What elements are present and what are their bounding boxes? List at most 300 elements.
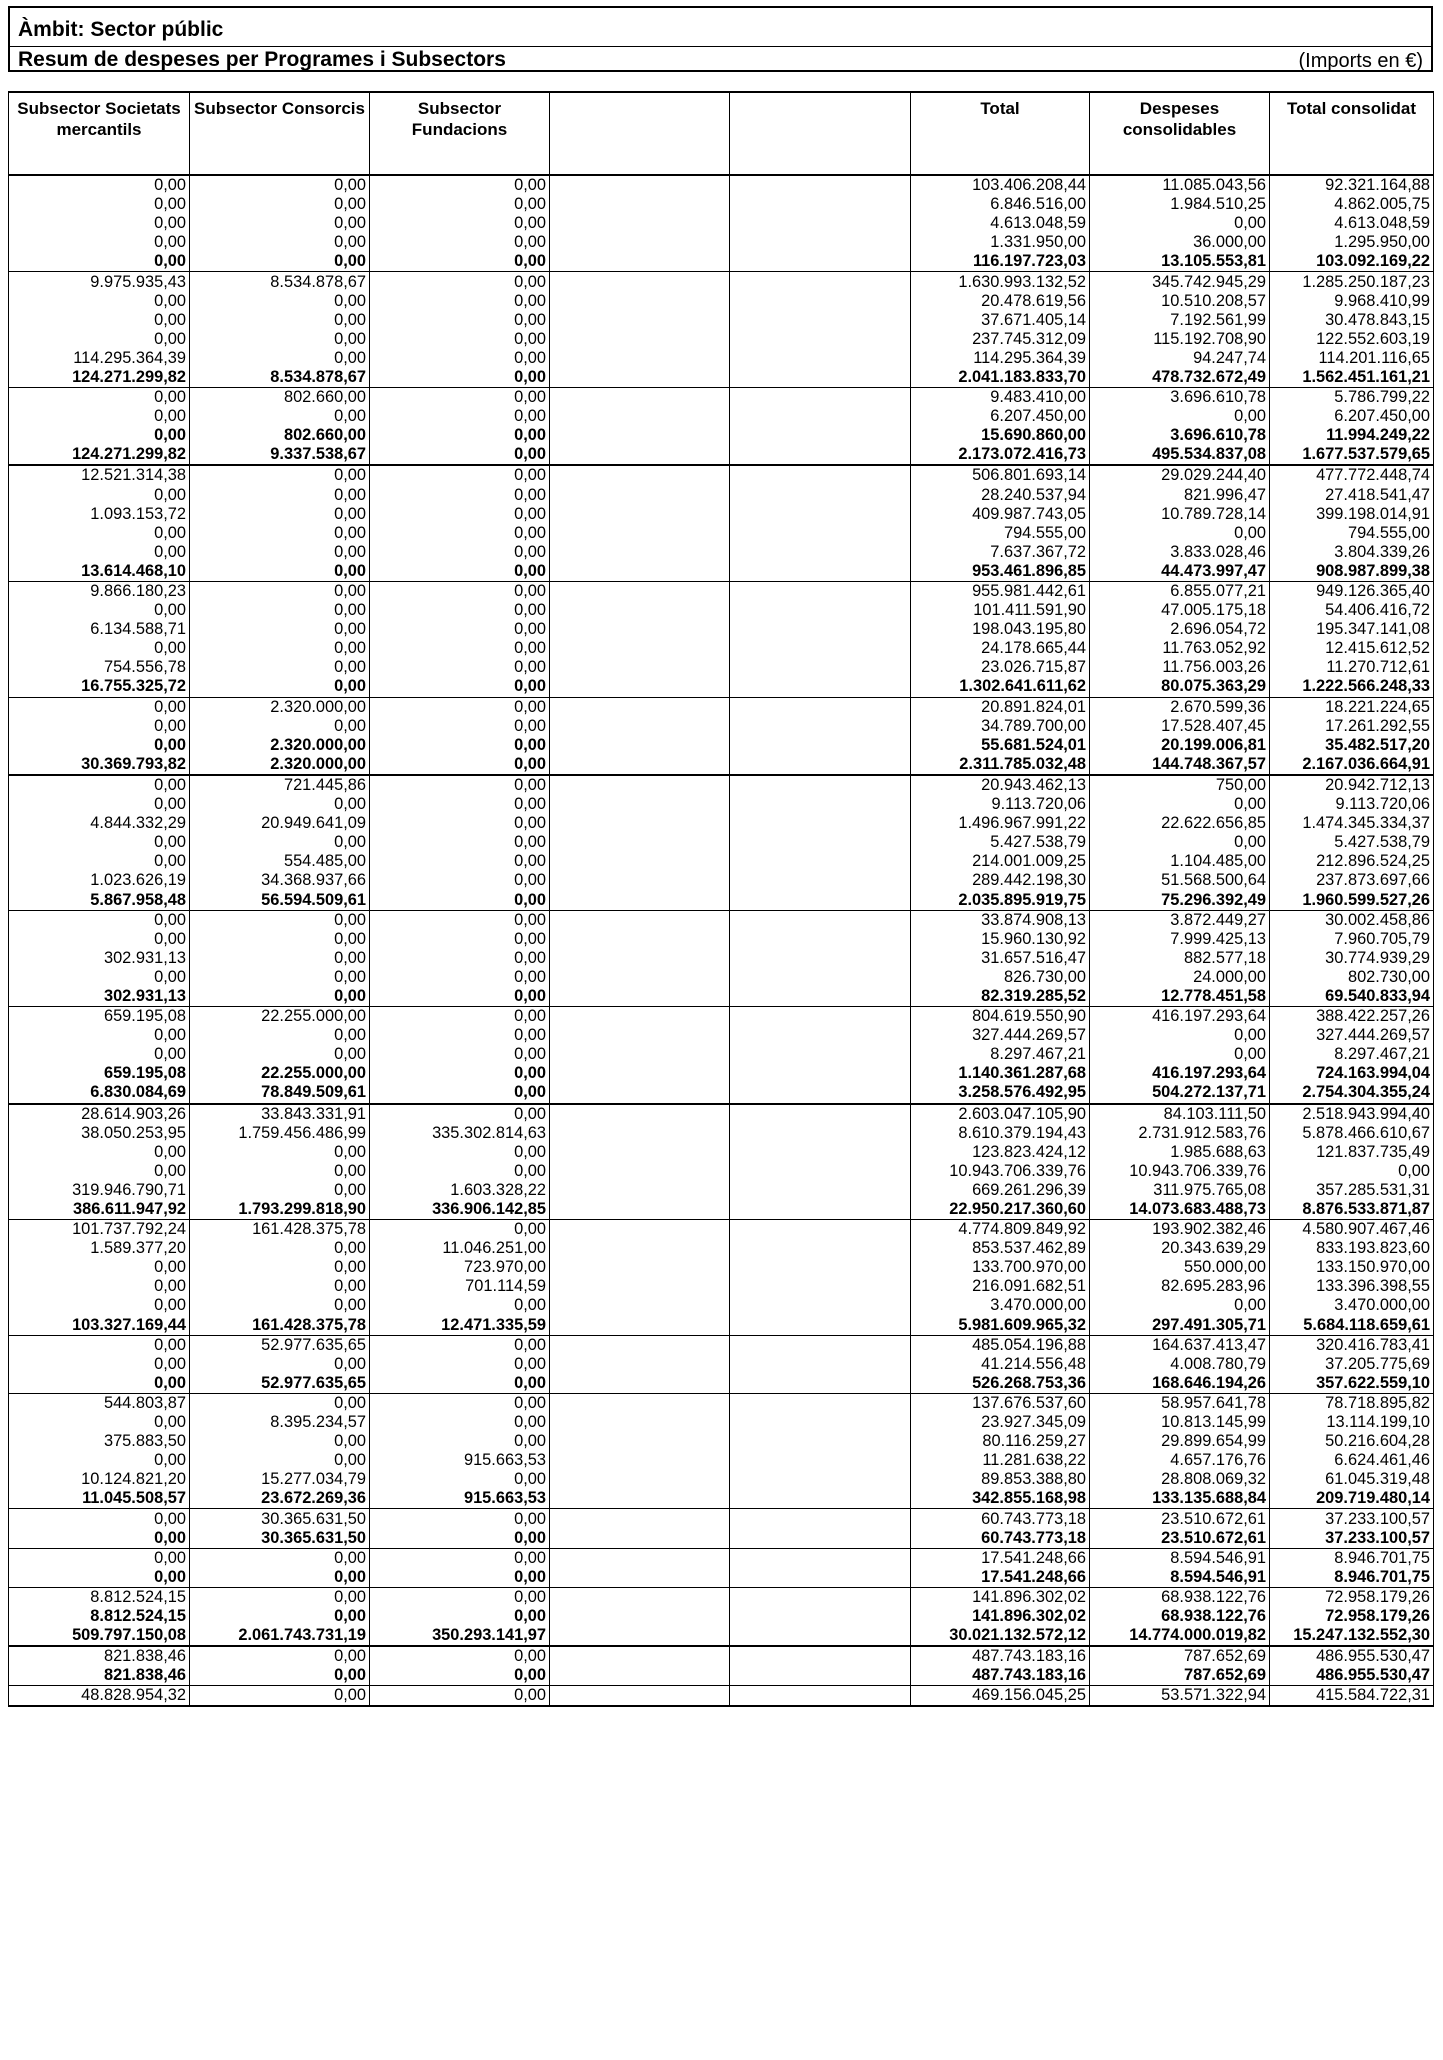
cell-blank-2 [730, 1239, 911, 1258]
cell-total-consolidat: 5.786.799,22 [1270, 388, 1434, 408]
cell-blank-1 [550, 349, 730, 368]
cell-societats: 1.093.153,72 [9, 505, 190, 524]
cell-blank-1 [550, 775, 730, 795]
cell-total: 8.610.379.194,43 [911, 1124, 1090, 1143]
cell-fundacions: 0,00 [370, 426, 550, 445]
cell-societats: 0,00 [9, 1568, 190, 1588]
cell-societats: 124.271.299,82 [9, 368, 190, 388]
cell-fundacions: 0,00 [370, 272, 550, 292]
cell-societats: 38.050.253,95 [9, 1124, 190, 1143]
cell-societats: 8.812.524,15 [9, 1607, 190, 1626]
cell-despeses-consolidables: 53.571.322,94 [1090, 1686, 1270, 1707]
cell-total-consolidat: 486.955.530,47 [1270, 1646, 1434, 1666]
cell-blank-2 [730, 1646, 911, 1666]
cell-fundacions: 0,00 [370, 1083, 550, 1103]
cell-blank-1 [550, 175, 730, 195]
cell-blank-2 [730, 486, 911, 505]
cell-societats: 0,00 [9, 852, 190, 871]
cell-total-consolidat: 388.422.257,26 [1270, 1007, 1434, 1027]
table-row [9, 1143, 1434, 1162]
cell-blank-2 [730, 292, 911, 311]
cell-fundacions: 0,00 [370, 1296, 550, 1315]
table-row [9, 775, 1434, 795]
cell-societats: 0,00 [9, 910, 190, 930]
cell-total: 485.054.196,88 [911, 1335, 1090, 1355]
col-header-despeses-consolidables: Despeses consolidables [1090, 92, 1270, 175]
cell-total: 20.943.462,13 [911, 775, 1090, 795]
cell-fundacions: 350.293.141,97 [370, 1626, 550, 1646]
cell-societats: 0,00 [9, 601, 190, 620]
cell-fundacions: 0,00 [370, 1607, 550, 1626]
table-row [9, 1258, 1434, 1277]
cell-blank-1 [550, 1607, 730, 1626]
cell-blank-2 [730, 1083, 911, 1103]
cell-fundacions: 0,00 [370, 1104, 550, 1124]
cell-despeses-consolidables: 7.192.561,99 [1090, 311, 1270, 330]
cell-total-consolidat: 794.555,00 [1270, 524, 1434, 543]
cell-blank-1 [550, 1239, 730, 1258]
cell-fundacions: 0,00 [370, 910, 550, 930]
cell-total: 33.874.908,13 [911, 910, 1090, 930]
cell-blank-2 [730, 1296, 911, 1315]
cell-blank-2 [730, 1007, 911, 1027]
cell-blank-1 [550, 697, 730, 717]
table-row [9, 852, 1434, 871]
cell-fundacions: 0,00 [370, 1007, 550, 1027]
cell-total: 289.442.198,30 [911, 871, 1090, 890]
cell-total-consolidat: 27.418.541,47 [1270, 486, 1434, 505]
cell-consorcis: 802.660,00 [190, 388, 370, 408]
cell-blank-1 [550, 1666, 730, 1686]
cell-consorcis: 0,00 [190, 1162, 370, 1181]
cell-despeses-consolidables: 75.296.392,49 [1090, 890, 1270, 910]
cell-despeses-consolidables: 51.568.500,64 [1090, 871, 1270, 890]
cell-societats: 6.830.084,69 [9, 1083, 190, 1103]
cell-total-consolidat: 72.958.179,26 [1270, 1607, 1434, 1626]
cell-societats: 0,00 [9, 214, 190, 233]
cell-total: 80.116.259,27 [911, 1432, 1090, 1451]
cell-fundacions: 0,00 [370, 697, 550, 717]
cell-consorcis: 0,00 [190, 949, 370, 968]
cell-blank-1 [550, 1686, 730, 1707]
cell-societats: 0,00 [9, 968, 190, 987]
subtotal-row [9, 252, 1434, 272]
cell-consorcis: 554.485,00 [190, 852, 370, 871]
cell-total: 37.671.405,14 [911, 311, 1090, 330]
cell-blank-2 [730, 330, 911, 349]
cell-total-consolidat: 114.201.116,65 [1270, 349, 1434, 368]
cell-societats: 0,00 [9, 1026, 190, 1045]
cell-blank-2 [730, 1124, 911, 1143]
cell-blank-2 [730, 543, 911, 562]
cell-total: 4.774.809.849,92 [911, 1220, 1090, 1240]
cell-blank-1 [550, 795, 730, 814]
cell-blank-2 [730, 1607, 911, 1626]
cell-blank-1 [550, 1529, 730, 1549]
cell-societats: 0,00 [9, 1529, 190, 1549]
table-row [9, 658, 1434, 677]
cell-fundacions: 0,00 [370, 1143, 550, 1162]
cell-total-consolidat: 3.804.339,26 [1270, 543, 1434, 562]
cell-total-consolidat: 8.297.467,21 [1270, 1045, 1434, 1064]
cell-blank-1 [550, 1162, 730, 1181]
cell-societats: 0,00 [9, 697, 190, 717]
table-row [9, 601, 1434, 620]
cell-total-consolidat: 20.942.712,13 [1270, 775, 1434, 795]
table-row [9, 407, 1434, 426]
cell-blank-2 [730, 1143, 911, 1162]
cell-societats: 0,00 [9, 1374, 190, 1394]
cell-blank-2 [730, 736, 911, 755]
cell-fundacions: 0,00 [370, 1470, 550, 1489]
cell-blank-2 [730, 930, 911, 949]
cell-blank-2 [730, 1451, 911, 1470]
cell-fundacions: 0,00 [370, 890, 550, 910]
cell-despeses-consolidables: 133.135.688,84 [1090, 1489, 1270, 1509]
cell-despeses-consolidables: 821.996,47 [1090, 486, 1270, 505]
cell-total: 23.026.715,87 [911, 658, 1090, 677]
cell-despeses-consolidables: 311.975.765,08 [1090, 1181, 1270, 1200]
cell-consorcis: 0,00 [190, 1181, 370, 1200]
cell-blank-1 [550, 486, 730, 505]
cell-blank-2 [730, 1200, 911, 1220]
cell-despeses-consolidables: 0,00 [1090, 833, 1270, 852]
cell-despeses-consolidables: 22.622.656,85 [1090, 814, 1270, 833]
cell-total: 1.331.950,00 [911, 233, 1090, 252]
cell-consorcis: 0,00 [190, 620, 370, 639]
units-label: (Imports en €) [1298, 50, 1423, 72]
table-row [9, 1686, 1434, 1707]
cell-despeses-consolidables: 2.731.912.583,76 [1090, 1124, 1270, 1143]
cell-consorcis: 0,00 [190, 1607, 370, 1626]
cell-consorcis: 0,00 [190, 910, 370, 930]
cell-blank-2 [730, 349, 911, 368]
cell-blank-2 [730, 1335, 911, 1355]
cell-despeses-consolidables: 0,00 [1090, 795, 1270, 814]
cell-blank-1 [550, 1587, 730, 1607]
cell-despeses-consolidables: 11.085.043,56 [1090, 175, 1270, 195]
cell-blank-2 [730, 1686, 911, 1707]
cell-blank-1 [550, 1026, 730, 1045]
cell-societats: 5.867.958,48 [9, 890, 190, 910]
cell-blank-1 [550, 292, 730, 311]
cell-consorcis: 0,00 [190, 543, 370, 562]
table-row [9, 1007, 1434, 1027]
cell-total: 41.214.556,48 [911, 1355, 1090, 1374]
table-row [9, 292, 1434, 311]
cell-despeses-consolidables: 44.473.997,47 [1090, 562, 1270, 582]
cell-blank-2 [730, 639, 911, 658]
cell-despeses-consolidables: 416.197.293,64 [1090, 1007, 1270, 1027]
cell-blank-1 [550, 581, 730, 601]
cell-societats: 0,00 [9, 736, 190, 755]
cell-despeses-consolidables: 882.577,18 [1090, 949, 1270, 968]
cell-total-consolidat: 9.968.410,99 [1270, 292, 1434, 311]
cell-societats: 0,00 [9, 930, 190, 949]
cell-despeses-consolidables: 193.902.382,46 [1090, 1220, 1270, 1240]
cell-blank-1 [550, 1104, 730, 1124]
col-header-blank-2 [730, 92, 911, 175]
cell-total-consolidat: 5.684.118.659,61 [1270, 1316, 1434, 1336]
cell-total: 506.801.693,14 [911, 465, 1090, 485]
table-row [9, 968, 1434, 987]
cell-total: 487.743.183,16 [911, 1646, 1090, 1666]
cell-consorcis: 30.365.631,50 [190, 1529, 370, 1549]
table-row [9, 388, 1434, 408]
cell-societats: 0,00 [9, 524, 190, 543]
cell-consorcis: 0,00 [190, 292, 370, 311]
cell-consorcis: 0,00 [190, 214, 370, 233]
cell-consorcis: 0,00 [190, 1143, 370, 1162]
cell-total-consolidat: 5.427.538,79 [1270, 833, 1434, 852]
cell-fundacions: 0,00 [370, 639, 550, 658]
cell-blank-2 [730, 1432, 911, 1451]
cell-total: 137.676.537,60 [911, 1393, 1090, 1413]
table-row [9, 1296, 1434, 1315]
cell-total-consolidat: 13.114.199,10 [1270, 1413, 1434, 1432]
cell-blank-2 [730, 1355, 911, 1374]
cell-consorcis: 0,00 [190, 1239, 370, 1258]
cell-societats: 12.521.314,38 [9, 465, 190, 485]
table-row [9, 1355, 1434, 1374]
cell-societats: 0,00 [9, 1335, 190, 1355]
cell-blank-1 [550, 543, 730, 562]
cell-total: 22.950.217.360,60 [911, 1200, 1090, 1220]
cell-total: 953.461.896,85 [911, 562, 1090, 582]
table-row [9, 233, 1434, 252]
cell-societats: 659.195,08 [9, 1007, 190, 1027]
cell-total: 133.700.970,00 [911, 1258, 1090, 1277]
cell-despeses-consolidables: 1.984.510,25 [1090, 195, 1270, 214]
cell-despeses-consolidables: 14.774.000.019,82 [1090, 1626, 1270, 1646]
cell-societats: 9.866.180,23 [9, 581, 190, 601]
table-row [9, 1393, 1434, 1413]
cell-total-consolidat: 5.878.466.610,67 [1270, 1124, 1434, 1143]
cell-consorcis: 9.337.538,67 [190, 445, 370, 465]
cell-fundacions: 0,00 [370, 175, 550, 195]
cell-total: 9.483.410,00 [911, 388, 1090, 408]
cell-blank-2 [730, 1316, 911, 1336]
cell-fundacions: 0,00 [370, 755, 550, 775]
cell-total-consolidat: 8.946.701,75 [1270, 1548, 1434, 1568]
cell-total: 24.178.665,44 [911, 639, 1090, 658]
cell-total: 409.987.743,05 [911, 505, 1090, 524]
cell-societats: 10.124.821,20 [9, 1470, 190, 1489]
cell-consorcis: 0,00 [190, 524, 370, 543]
table-row [9, 349, 1434, 368]
cell-blank-1 [550, 330, 730, 349]
cell-fundacions: 0,00 [370, 949, 550, 968]
cell-total: 103.406.208,44 [911, 175, 1090, 195]
cell-fundacions: 0,00 [370, 233, 550, 252]
cell-blank-1 [550, 524, 730, 543]
cell-despeses-consolidables: 14.073.683.488,73 [1090, 1200, 1270, 1220]
cell-total: 60.743.773,18 [911, 1509, 1090, 1529]
cell-total: 60.743.773,18 [911, 1529, 1090, 1549]
cell-blank-2 [730, 426, 911, 445]
cell-total: 4.613.048,59 [911, 214, 1090, 233]
table-row [9, 1470, 1434, 1489]
cell-blank-1 [550, 1374, 730, 1394]
cell-societats: 1.589.377,20 [9, 1239, 190, 1258]
cell-fundacions: 701.114,59 [370, 1277, 550, 1296]
cell-total-consolidat: 103.092.169,22 [1270, 252, 1434, 272]
subtotal-row [9, 1607, 1434, 1626]
cell-despeses-consolidables: 8.594.546,91 [1090, 1548, 1270, 1568]
table-row [9, 1277, 1434, 1296]
cell-blank-1 [550, 214, 730, 233]
cell-blank-1 [550, 1489, 730, 1509]
subtotal-row [9, 677, 1434, 697]
cell-total: 11.281.638,22 [911, 1451, 1090, 1470]
cell-blank-1 [550, 601, 730, 620]
cell-total: 669.261.296,39 [911, 1181, 1090, 1200]
cell-blank-2 [730, 445, 911, 465]
cell-consorcis: 8.395.234,57 [190, 1413, 370, 1432]
table-row [9, 214, 1434, 233]
cell-blank-1 [550, 1451, 730, 1470]
cell-total: 10.943.706.339,76 [911, 1162, 1090, 1181]
cell-blank-1 [550, 388, 730, 408]
cell-fundacions: 0,00 [370, 1587, 550, 1607]
cell-blank-2 [730, 1181, 911, 1200]
cell-consorcis: 1.759.456.486,99 [190, 1124, 370, 1143]
cell-total-consolidat: 50.216.604,28 [1270, 1432, 1434, 1451]
subtotal-row [9, 987, 1434, 1007]
cell-societats: 114.295.364,39 [9, 349, 190, 368]
cell-blank-2 [730, 1026, 911, 1045]
cell-despeses-consolidables: 29.899.654,99 [1090, 1432, 1270, 1451]
cell-blank-2 [730, 910, 911, 930]
table-row [9, 486, 1434, 505]
cell-despeses-consolidables: 3.872.449,27 [1090, 910, 1270, 930]
cell-total: 6.846.516,00 [911, 195, 1090, 214]
cell-total-consolidat: 357.285.531,31 [1270, 1181, 1434, 1200]
cell-blank-1 [550, 1064, 730, 1083]
col-header-consorcis: Subsector Consorcis [190, 92, 370, 175]
cell-fundacions: 0,00 [370, 543, 550, 562]
cell-total-consolidat: 37.233.100,57 [1270, 1529, 1434, 1549]
cell-total-consolidat: 8.946.701,75 [1270, 1568, 1434, 1588]
cell-total: 237.745.312,09 [911, 330, 1090, 349]
cell-despeses-consolidables: 11.763.052,92 [1090, 639, 1270, 658]
cell-consorcis: 0,00 [190, 717, 370, 736]
cell-societats: 821.838,46 [9, 1666, 190, 1686]
cell-societats: 0,00 [9, 717, 190, 736]
cell-fundacions: 0,00 [370, 330, 550, 349]
cell-total-consolidat: 92.321.164,88 [1270, 175, 1434, 195]
cell-fundacions: 0,00 [370, 562, 550, 582]
cell-fundacions: 0,00 [370, 736, 550, 755]
cell-total-consolidat: 1.960.599.527,26 [1270, 890, 1434, 910]
cell-total-consolidat: 78.718.895,82 [1270, 1393, 1434, 1413]
cell-despeses-consolidables: 495.534.837,08 [1090, 445, 1270, 465]
cell-societats: 0,00 [9, 1296, 190, 1315]
cell-blank-1 [550, 755, 730, 775]
cell-fundacions: 0,00 [370, 775, 550, 795]
cell-fundacions: 0,00 [370, 1568, 550, 1588]
cell-blank-1 [550, 930, 730, 949]
cell-fundacions: 0,00 [370, 195, 550, 214]
cell-blank-2 [730, 505, 911, 524]
cell-consorcis: 0,00 [190, 1277, 370, 1296]
cell-fundacions: 0,00 [370, 1045, 550, 1064]
cell-consorcis: 0,00 [190, 311, 370, 330]
cell-total-consolidat: 1.677.537.579,65 [1270, 445, 1434, 465]
cell-blank-1 [550, 1045, 730, 1064]
col-header-fundacions: Subsector Fundacions [370, 92, 550, 175]
cell-total-consolidat: 133.150.970,00 [1270, 1258, 1434, 1277]
cell-total-consolidat: 15.247.132.552,30 [1270, 1626, 1434, 1646]
cell-despeses-consolidables: 8.594.546,91 [1090, 1568, 1270, 1588]
cell-total: 327.444.269,57 [911, 1026, 1090, 1045]
cell-consorcis: 802.660,00 [190, 426, 370, 445]
cell-fundacions: 0,00 [370, 581, 550, 601]
table-row [9, 1220, 1434, 1240]
cell-despeses-consolidables: 0,00 [1090, 524, 1270, 543]
cell-total-consolidat: 908.987.899,38 [1270, 562, 1434, 582]
cell-despeses-consolidables: 478.732.672,49 [1090, 368, 1270, 388]
cell-fundacions: 0,00 [370, 445, 550, 465]
cell-blank-2 [730, 697, 911, 717]
cell-despeses-consolidables: 80.075.363,29 [1090, 677, 1270, 697]
subtotal-row [9, 1200, 1434, 1220]
cell-consorcis: 1.793.299.818,90 [190, 1200, 370, 1220]
subtotal-row [9, 755, 1434, 775]
cell-despeses-consolidables: 416.197.293,64 [1090, 1064, 1270, 1083]
cell-total-consolidat: 357.622.559,10 [1270, 1374, 1434, 1394]
cell-total-consolidat: 8.876.533.871,87 [1270, 1200, 1434, 1220]
cell-consorcis: 56.594.509,61 [190, 890, 370, 910]
table-row [9, 1646, 1434, 1666]
cell-despeses-consolidables: 82.695.283,96 [1090, 1277, 1270, 1296]
cell-total: 2.173.072.416,73 [911, 445, 1090, 465]
cell-blank-2 [730, 1489, 911, 1509]
cell-despeses-consolidables: 1.985.688,63 [1090, 1143, 1270, 1162]
report-header [8, 6, 1433, 72]
cell-total: 3.470.000,00 [911, 1296, 1090, 1315]
report-title: Resum de despeses per Programes i Subsectors [18, 48, 506, 71]
cell-blank-1 [550, 1568, 730, 1588]
cell-societats: 124.271.299,82 [9, 445, 190, 465]
cell-societats: 0,00 [9, 1045, 190, 1064]
cell-blank-2 [730, 233, 911, 252]
cell-blank-1 [550, 1646, 730, 1666]
table-row [9, 930, 1434, 949]
cell-total: 9.113.720,06 [911, 795, 1090, 814]
cell-blank-1 [550, 426, 730, 445]
cell-fundacions: 0,00 [370, 1413, 550, 1432]
cell-despeses-consolidables: 12.778.451,58 [1090, 987, 1270, 1007]
cell-blank-1 [550, 252, 730, 272]
cell-fundacions: 0,00 [370, 658, 550, 677]
cell-despeses-consolidables: 345.742.945,29 [1090, 272, 1270, 292]
table-row [9, 272, 1434, 292]
cell-societats: 13.614.468,10 [9, 562, 190, 582]
cell-despeses-consolidables: 23.510.672,61 [1090, 1529, 1270, 1549]
cell-societats: 0,00 [9, 1355, 190, 1374]
table-row [9, 1335, 1434, 1355]
cell-consorcis: 0,00 [190, 233, 370, 252]
cell-societats: 16.755.325,72 [9, 677, 190, 697]
cell-fundacions: 0,00 [370, 1686, 550, 1707]
cell-despeses-consolidables: 13.105.553,81 [1090, 252, 1270, 272]
table-row [9, 795, 1434, 814]
cell-blank-2 [730, 890, 911, 910]
cell-blank-1 [550, 1007, 730, 1027]
table-row [9, 717, 1434, 736]
cell-societats: 0,00 [9, 795, 190, 814]
